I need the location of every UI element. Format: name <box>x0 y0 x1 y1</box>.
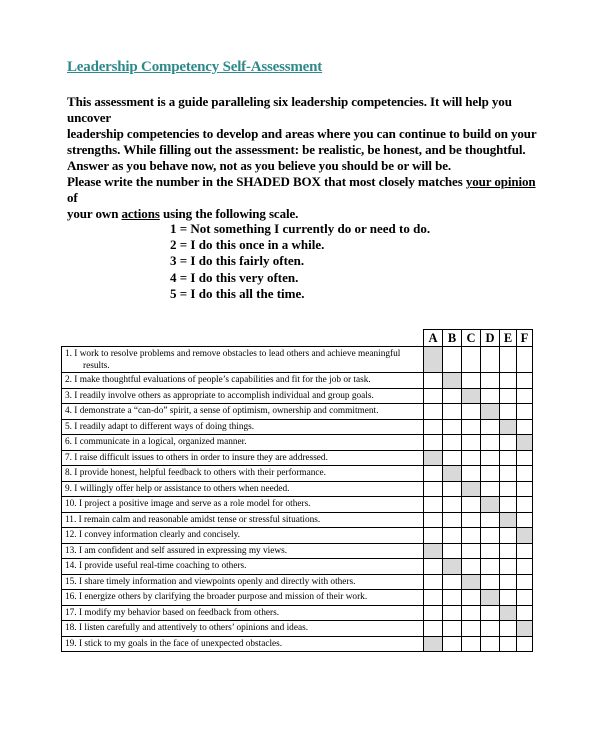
item-text: 18. I listen carefully and attentively to others’ opinions and ideas. <box>65 623 309 634</box>
answer-box-shaded[interactable] <box>481 497 500 513</box>
answer-box <box>462 404 481 420</box>
answer-box <box>424 528 443 544</box>
answer-box <box>517 466 533 482</box>
answer-box-shaded[interactable] <box>500 605 517 621</box>
table-row <box>62 388 533 404</box>
answer-box <box>500 388 517 404</box>
item-statement <box>62 388 424 404</box>
answer-box <box>517 590 533 606</box>
answer-box-shaded[interactable] <box>462 574 481 590</box>
answer-box-shaded[interactable] <box>443 559 462 575</box>
item-text: 14. I provide useful real-time coaching to others. <box>65 561 247 572</box>
answer-box <box>424 481 443 497</box>
answer-box <box>424 621 443 637</box>
answer-box <box>481 543 500 559</box>
answer-box-shaded[interactable] <box>424 543 443 559</box>
table-row <box>62 559 533 575</box>
answer-box <box>481 450 500 466</box>
answer-box <box>500 528 517 544</box>
item-statement <box>62 404 424 420</box>
answer-box-shaded[interactable] <box>481 404 500 420</box>
answer-box <box>500 435 517 451</box>
answer-box <box>462 543 481 559</box>
answer-box <box>481 481 500 497</box>
answer-box <box>481 388 500 404</box>
answer-box <box>462 512 481 528</box>
table-row <box>62 373 533 389</box>
answer-box-shaded[interactable] <box>500 419 517 435</box>
item-text: 2. I make thoughtful evaluations of people’s capabilities and fit for the job or task. <box>65 375 371 386</box>
answer-box <box>517 347 533 373</box>
answer-box <box>443 512 462 528</box>
answer-box <box>462 435 481 451</box>
item-statement <box>62 373 424 389</box>
answer-box <box>517 512 533 528</box>
answer-box <box>424 497 443 513</box>
answer-box <box>462 373 481 389</box>
answer-box <box>500 574 517 590</box>
item-statement <box>62 419 424 435</box>
item-text: 11. I remain calm and reasonable amidst tense or stressful situations. <box>65 514 321 525</box>
item-text-continued: results. <box>83 361 110 371</box>
answer-box <box>443 590 462 606</box>
table-row <box>62 404 533 420</box>
item-text: 19. I stick to my goals in the face of unexpected obstacles. <box>65 638 283 649</box>
answer-box <box>517 559 533 575</box>
intro-line: This assessment is a guide paralleling six leadership competencies. It will help you uncover <box>67 94 512 125</box>
answer-box <box>462 559 481 575</box>
table-row <box>62 497 533 513</box>
answer-box <box>500 404 517 420</box>
answer-box-shaded[interactable] <box>517 435 533 451</box>
answer-box <box>500 450 517 466</box>
answer-box <box>481 435 500 451</box>
scale-item: 5 = I do this all the time. <box>170 285 305 301</box>
scale-item: 4 = I do this very often. <box>170 269 299 285</box>
answer-box <box>481 528 500 544</box>
column-header: F <box>517 330 533 347</box>
column-header: E <box>500 330 517 347</box>
answer-box <box>500 373 517 389</box>
instructions-text: your own <box>67 206 122 221</box>
scale-item: 2 = I do this once in a while. <box>170 237 325 253</box>
column-header: A <box>424 330 443 347</box>
answer-box <box>424 559 443 575</box>
item-text: 6. I communicate in a logical, organized manner. <box>65 437 247 448</box>
scale-item: 1 = Not something I currently do or need to do. <box>170 221 431 236</box>
answer-box <box>462 450 481 466</box>
answer-box <box>500 636 517 652</box>
answer-box <box>443 543 462 559</box>
answer-box <box>462 528 481 544</box>
item-text: 16. I energize others by clarifying the broader purpose and mission of their work. <box>65 592 368 603</box>
answer-box <box>517 404 533 420</box>
table-row <box>62 512 533 528</box>
answer-box <box>517 543 533 559</box>
answer-box <box>462 590 481 606</box>
table-row <box>62 466 533 482</box>
table-row <box>62 435 533 451</box>
header-blank-cell <box>62 330 424 347</box>
answer-box-shaded[interactable] <box>500 512 517 528</box>
answer-box-shaded[interactable] <box>424 636 443 652</box>
item-text: 15. I share timely information and viewpoints openly and directly with others. <box>65 576 356 587</box>
item-statement <box>62 528 424 544</box>
intro-line: strengths. While filling out the assessment: be realistic, be honest, and be thoughtful. <box>67 142 526 157</box>
item-statement <box>62 435 424 451</box>
item-statement <box>62 481 424 497</box>
answer-box <box>500 621 517 637</box>
item-statement <box>62 605 424 621</box>
item-statement <box>62 497 424 513</box>
column-header: D <box>481 330 500 347</box>
instructions-text: using the following scale. <box>159 206 299 221</box>
item-text: 8. I provide honest, helpful feedback to others with their performance. <box>65 468 326 479</box>
answer-box <box>500 347 517 373</box>
item-statement <box>62 636 424 652</box>
answer-box <box>517 373 533 389</box>
table-row <box>62 574 533 590</box>
answer-box <box>462 347 481 373</box>
item-text: 5. I readily adapt to different ways of doing things. <box>65 421 255 432</box>
item-text: 7. I raise difficult issues to others in order to insure they are addressed. <box>65 452 328 463</box>
item-text: 3. I readily involve others as appropriate to accomplish individual and group goals. <box>65 390 374 401</box>
column-header: C <box>462 330 481 347</box>
item-text: 10. I project a positive image and serve as a role model for others. <box>65 499 311 510</box>
intro-line: leadership competencies to develop and areas where you can continue to build on your <box>67 126 537 141</box>
instructions-text: Please write the number in the SHADED BOX that most closely matches <box>67 174 466 189</box>
answer-box <box>443 605 462 621</box>
item-text: 12. I convey information clearly and concisely. <box>65 530 240 541</box>
column-header-row <box>62 330 533 347</box>
table-row <box>62 528 533 544</box>
page-title: Leadership Competency Self-Assessment <box>67 59 323 75</box>
answer-box <box>424 590 443 606</box>
answer-box <box>517 450 533 466</box>
answer-box <box>462 419 481 435</box>
instructions-emphasis: your opinion <box>465 174 536 189</box>
answer-box <box>481 605 500 621</box>
item-statement <box>62 559 424 575</box>
answer-box <box>500 481 517 497</box>
answer-box <box>443 419 462 435</box>
answer-box <box>443 435 462 451</box>
answer-box <box>424 419 443 435</box>
answer-box-shaded[interactable] <box>424 450 443 466</box>
answer-box <box>424 512 443 528</box>
answer-box <box>424 574 443 590</box>
answer-box <box>424 466 443 482</box>
table-row <box>62 450 533 466</box>
answer-box <box>481 419 500 435</box>
answer-box <box>424 404 443 420</box>
answer-box <box>517 497 533 513</box>
answer-box <box>424 373 443 389</box>
answer-box <box>517 419 533 435</box>
item-statement <box>62 347 424 373</box>
answer-box <box>443 404 462 420</box>
instructions-paragraph <box>67 174 537 222</box>
answer-box <box>481 466 500 482</box>
answer-box <box>500 466 517 482</box>
answer-box <box>462 636 481 652</box>
intro-line: Answer as you behave now, not as you believe you should be or will be. <box>67 158 452 173</box>
answer-box-shaded[interactable] <box>517 621 533 637</box>
answer-box <box>424 435 443 451</box>
answer-box <box>517 605 533 621</box>
item-text: 17. I modify my behavior based on feedback from others. <box>65 607 280 618</box>
answer-box <box>517 481 533 497</box>
answer-box-shaded[interactable] <box>462 481 481 497</box>
item-statement <box>62 621 424 637</box>
table-row <box>62 419 533 435</box>
answer-box-shaded[interactable] <box>462 388 481 404</box>
instructions-text: of <box>67 190 78 205</box>
answer-box <box>481 347 500 373</box>
answer-box <box>500 559 517 575</box>
answer-box-shaded[interactable] <box>481 590 500 606</box>
item-text: 4. I demonstrate a “can-do” spirit, a sense of optimism, ownership and commitment. <box>65 406 379 417</box>
answer-box <box>462 466 481 482</box>
answer-box <box>443 528 462 544</box>
item-statement <box>62 512 424 528</box>
item-statement <box>62 450 424 466</box>
table-row <box>62 621 533 637</box>
answer-box <box>481 512 500 528</box>
answer-box <box>443 497 462 513</box>
answer-box <box>443 621 462 637</box>
answer-box <box>517 636 533 652</box>
rating-scale <box>170 221 430 302</box>
answer-box <box>443 574 462 590</box>
item-text: 9. I willingly offer help or assistance to others when needed. <box>65 483 290 494</box>
answer-box <box>481 636 500 652</box>
answer-box <box>481 373 500 389</box>
item-text: 13. I am confident and self assured in expressing my views. <box>65 545 288 556</box>
item-statement <box>62 466 424 482</box>
answer-box <box>443 481 462 497</box>
table-row <box>62 605 533 621</box>
answer-box <box>424 388 443 404</box>
table-row <box>62 347 533 373</box>
scale-item: 3 = I do this fairly often. <box>170 253 305 269</box>
instructions-emphasis: actions <box>121 206 160 221</box>
item-statement <box>62 574 424 590</box>
assessment-table <box>61 329 533 652</box>
intro-paragraph <box>67 94 537 174</box>
answer-box-shaded[interactable] <box>517 528 533 544</box>
answer-box-shaded[interactable] <box>424 347 443 373</box>
answer-box <box>443 450 462 466</box>
answer-box <box>500 497 517 513</box>
answer-box <box>462 497 481 513</box>
table-row <box>62 636 533 652</box>
answer-box <box>443 388 462 404</box>
item-statement <box>62 590 424 606</box>
table-row <box>62 481 533 497</box>
answer-box <box>500 590 517 606</box>
answer-box <box>462 605 481 621</box>
answer-box <box>481 559 500 575</box>
answer-box <box>517 388 533 404</box>
answer-box <box>500 543 517 559</box>
answer-box <box>517 574 533 590</box>
answer-box <box>481 574 500 590</box>
answer-box <box>443 636 462 652</box>
answer-box <box>481 621 500 637</box>
item-text: 1. I work to resolve problems and remove obstacles to lead others and achieve meaningful <box>65 349 401 359</box>
column-header: B <box>443 330 462 347</box>
item-statement <box>62 543 424 559</box>
answer-box <box>462 621 481 637</box>
table-row <box>62 543 533 559</box>
answer-box-shaded[interactable] <box>443 373 462 389</box>
answer-box-shaded[interactable] <box>443 466 462 482</box>
answer-box <box>443 347 462 373</box>
answer-box <box>424 605 443 621</box>
table-row <box>62 590 533 606</box>
